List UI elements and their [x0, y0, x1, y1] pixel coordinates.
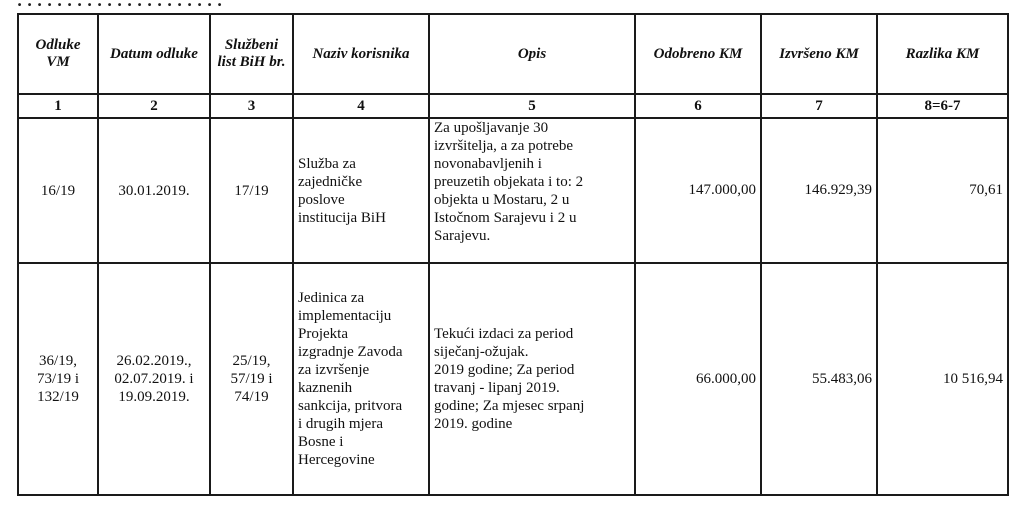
column-number: 1	[18, 94, 98, 118]
cell-odobreno: 147.000,00	[635, 118, 761, 263]
cell-opis: Za upošljavanje 30 izvršitelja, a za potrebe novonabavljenih i preuzetih objekata i to: 2 objekta u Mostaru, 2 u Istočnom Sarajevu i 2 u Sarajevu.	[429, 118, 635, 263]
column-number: 2	[98, 94, 210, 118]
column-number: 5	[429, 94, 635, 118]
column-number: 6	[635, 94, 761, 118]
cell-izvrseno: 55.483,06	[761, 263, 877, 495]
cell-razlika: 10 516,94	[877, 263, 1008, 495]
allocation-table	[17, 13, 1009, 496]
table-row	[18, 263, 1008, 495]
column-number: 3	[210, 94, 293, 118]
cell-odobreno: 66.000,00	[635, 263, 761, 495]
clipped-heading-fragment: . . . . . . . . . . . . . . . . . . . . .	[18, 0, 223, 10]
cell-datum: 26.02.2019., 02.07.2019. i 19.09.2019.	[98, 263, 210, 495]
cell-sluzbeni-list: 17/19	[210, 118, 293, 263]
header-datum: Datum odluke	[98, 14, 210, 94]
cell-naziv-korisnika: Služba za zajedničke poslove institucija BiH	[293, 118, 429, 263]
cell-opis: Tekući izdaci za period siječanj-ožujak. 2019 godine; Za period travanj - lipanj 2019. godine; Za mjesec srpanj 2019. godine	[429, 263, 635, 495]
column-number: 8=6-7	[877, 94, 1008, 118]
column-number: 7	[761, 94, 877, 118]
cell-izvrseno: 146.929,39	[761, 118, 877, 263]
column-number: 4	[293, 94, 429, 118]
cell-sluzbeni-list: 25/19, 57/19 i 74/19	[210, 263, 293, 495]
cell-odluke: 36/19, 73/19 i 132/19	[18, 263, 98, 495]
header-odobreno: Odobreno KM	[635, 14, 761, 94]
cell-datum: 30.01.2019.	[98, 118, 210, 263]
header-naziv-korisnika: Naziv korisnika	[293, 14, 429, 94]
cell-naziv-korisnika: Jedinica za implementaciju Projekta izgradnje Zavoda za izvršenje kaznenih sankcija, pritvora i drugih mjera Bosne i Hercegovine	[293, 263, 429, 495]
column-number-row	[18, 94, 1008, 118]
header-row	[18, 14, 1008, 94]
header-sluzbeni-list: Službeni list BiH br.	[210, 14, 293, 94]
header-razlika: Razlika KM	[877, 14, 1008, 94]
cell-razlika: 70,61	[877, 118, 1008, 263]
header-opis: Opis	[429, 14, 635, 94]
header-izvrseno: Izvršeno KM	[761, 14, 877, 94]
header-odluke: Odluke VM	[18, 14, 98, 94]
table-row	[18, 118, 1008, 263]
cell-odluke: 16/19	[18, 118, 98, 263]
